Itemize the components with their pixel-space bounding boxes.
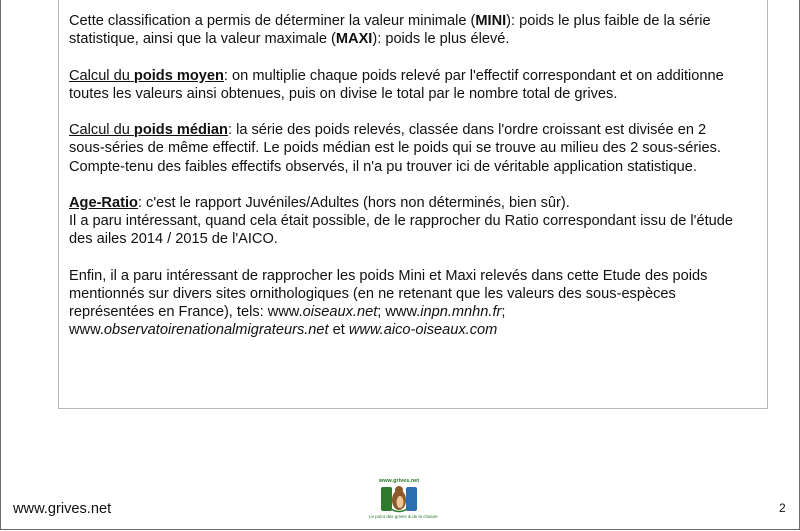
paragraph-poids-median [69,121,739,176]
text-span: ): poids le plus faible de la série statistique, ainsi que la valeur maximale ( [69,13,711,48]
text-span: : la série des poids relevés, classée dans l'ordre croissant est divisée en 2 sous-séries de même effectif. Le poids médian est le poids qui se trouve au milieu des 2 sous-séries. Compte-tenu des faibles effectifs observés, il n'a pu trouver ici de véritable application statistique. [69,122,721,175]
term-poids-moyen: poids moyen [133,67,224,84]
link-aico: www.aico-oiseaux.com [348,322,498,339]
text-span: Cette classification a permis de déterminer la valeur minimale ( [69,13,476,29]
footer-site-url: www.grives.net [13,501,112,517]
text-span: : on multiplie chaque poids relevé par l'effectif correspondant et on additionne toutes les valeurs ainsi obtenues, puis on divise le total par le nombre total de grives. [69,67,724,102]
logo-tagline: Le point des grives & de la chasse [369,514,438,519]
paragraph-age-ratio [69,194,739,249]
text-span: : c'est le rapport Juvéniles/Adultes (hors non déterminés, bien sûr). [137,194,570,211]
link-inpn: inpn.mnhn.fr [420,304,502,321]
text-span: ; www. [377,304,421,321]
term-poids-median: poids médian [133,122,228,139]
heading-prefix: Calcul du [69,67,134,84]
term-mini: MINI [475,13,507,29]
term-maxi: MAXI [335,31,373,48]
link-oiseaux-net: oiseaux.net [302,304,378,321]
text-span: et [328,322,349,339]
text-span: www. [69,322,104,339]
page-number: 2 [779,501,786,515]
text-span: ): poids le plus élevé. [372,31,510,48]
link-observatoire: observatoirenationalmigrateurs.net [103,322,329,339]
paragraph-mini-maxi [69,12,739,48]
text-span: Enfin, il a paru intéressant de rapprocher les poids Mini et Maxi relevés dans cette Etude des poids mentionnés sur divers sites ornithologiques (en ne retenant que les valeurs des sous-espèces représentées en France), tels: www. [69,267,708,321]
grives-logo [369,478,438,526]
text-span: Il a paru intéressant, quand cela était possible, de le rapprocher du Ratio correspondant issu de l'étude des ailes 2014 / 2015 de l'AICO. [69,213,733,248]
term-age-ratio: Age-Ratio [69,194,138,211]
heading-prefix: Calcul du [69,122,134,139]
paragraph-poids-moyen [69,67,739,103]
text-span: ; [501,304,506,321]
logo-site-text: www.grives.net [378,478,420,484]
paragraph-sites [69,267,739,340]
document-body [69,12,739,340]
